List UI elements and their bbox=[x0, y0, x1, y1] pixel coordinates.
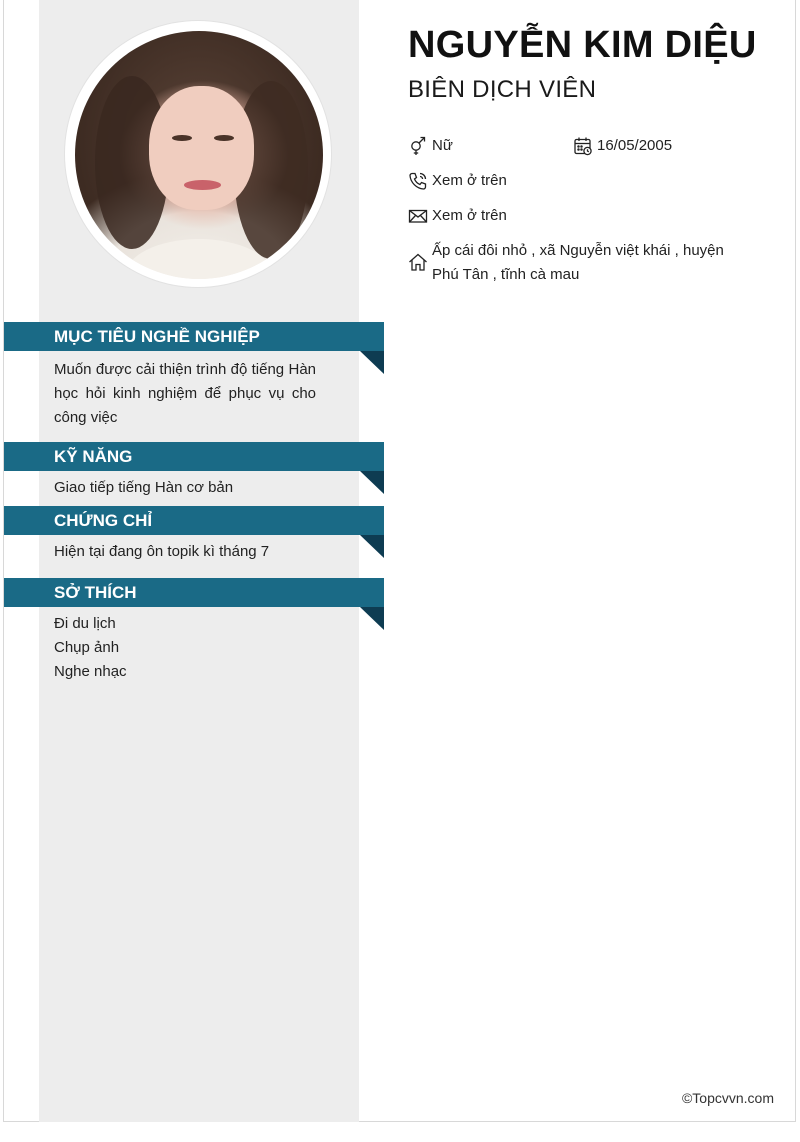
section-skills bbox=[4, 442, 384, 500]
section-certificates bbox=[4, 506, 384, 564]
section-title-career-objective: MỤC TIÊU NGHỀ NGHIỆP bbox=[4, 322, 384, 351]
info-address bbox=[408, 239, 748, 287]
section-title-hobbies: SỞ THÍCH bbox=[4, 578, 384, 607]
section-title-skills: KỸ NĂNG bbox=[4, 442, 384, 471]
section-fold-decoration bbox=[360, 351, 384, 374]
job-title: BIÊN DỊCH VIÊN bbox=[408, 76, 597, 103]
info-phone bbox=[408, 169, 507, 193]
birthdate-value: 16/05/2005 bbox=[597, 137, 673, 154]
avatar bbox=[75, 31, 323, 279]
section-fold-decoration bbox=[360, 471, 384, 494]
envelope-icon bbox=[408, 206, 428, 226]
hobby-item: Chụp ảnh bbox=[54, 639, 120, 656]
candidate-name: NGUYỄN KIM DIỆU bbox=[408, 24, 757, 66]
section-title-certificates: CHỨNG CHỈ bbox=[4, 506, 384, 535]
skill-item: Giao tiếp tiếng Hàn cơ bản bbox=[54, 479, 234, 496]
hobby-item: Nghe nhạc bbox=[54, 663, 127, 680]
avatar-frame bbox=[64, 20, 332, 288]
info-email bbox=[408, 204, 507, 228]
copyright: ©Topcvvn.com bbox=[681, 1090, 774, 1106]
calendar-icon bbox=[573, 136, 593, 156]
certificate-item: Hiện tại đang ôn topik kì tháng 7 bbox=[54, 543, 270, 560]
phone-icon bbox=[408, 171, 428, 191]
gender-icon bbox=[408, 136, 428, 156]
info-gender bbox=[408, 134, 453, 158]
career-objective-text: Muốn được cải thiện trình độ tiếng Hàn học hỏi kinh nghiệm để phục vụ cho công việc bbox=[54, 361, 316, 426]
gender-value: Nữ bbox=[432, 137, 453, 154]
home-icon bbox=[408, 252, 428, 272]
section-fold-decoration bbox=[360, 535, 384, 558]
address-value: Ấp cái đôi nhỏ , xã Nguyễn việt khái , huyện Phú Tân , tĩnh cà mau bbox=[432, 242, 724, 283]
email-value: Xem ở trên bbox=[432, 207, 507, 224]
hobby-item: Đi du lịch bbox=[54, 615, 116, 632]
section-career-objective bbox=[4, 322, 384, 430]
section-hobbies bbox=[4, 578, 384, 684]
phone-value: Xem ở trên bbox=[432, 172, 507, 189]
info-birthdate bbox=[573, 134, 672, 158]
section-fold-decoration bbox=[360, 607, 384, 630]
